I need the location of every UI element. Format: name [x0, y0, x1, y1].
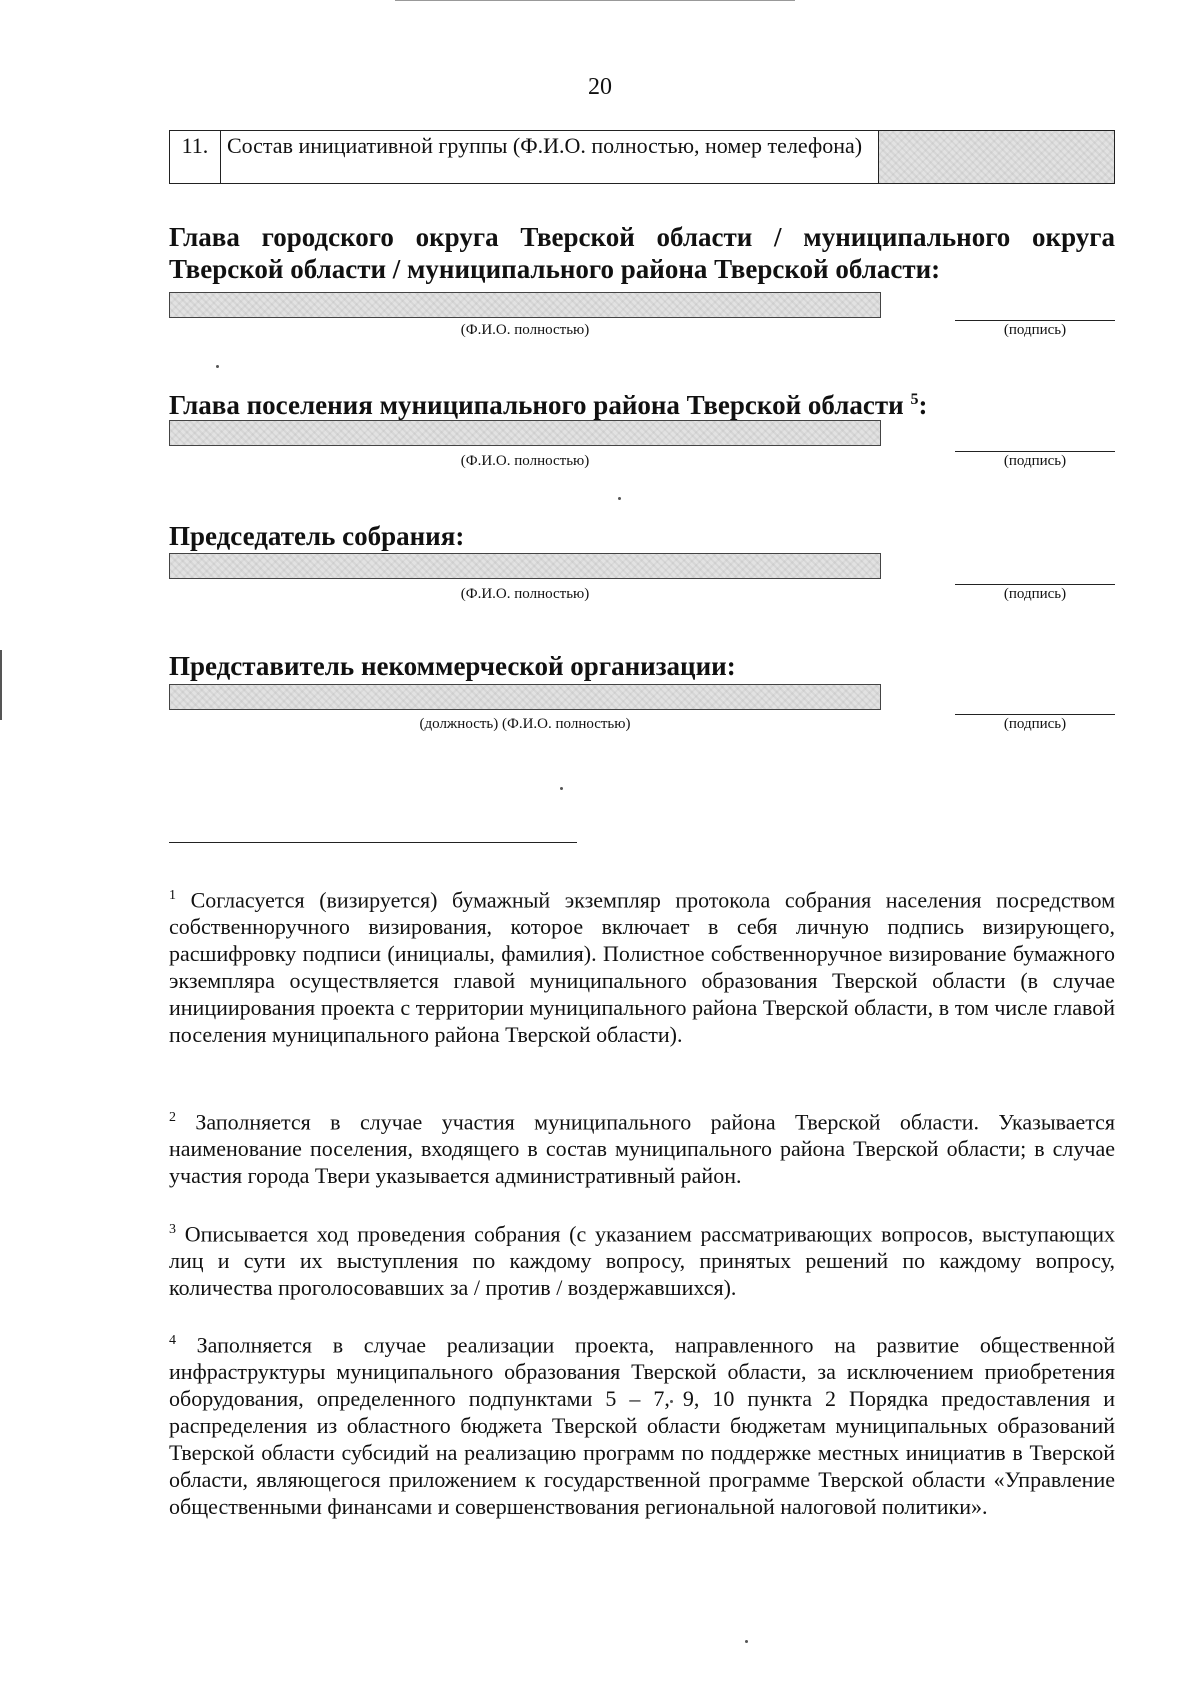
signature-caption: (подпись): [1003, 453, 1067, 469]
section-heading-chairman: Председатель собрания:: [169, 521, 465, 551]
scan-speck: [618, 497, 621, 500]
head-of-settlement-name-field[interactable]: [169, 420, 881, 446]
signature-caption: (подпись): [1003, 586, 1067, 602]
form-table: [169, 130, 1115, 184]
signature-line[interactable]: [955, 714, 1115, 715]
signature-caption: (подпись): [1003, 716, 1067, 732]
scan-speck: [560, 787, 563, 790]
signature-line[interactable]: [955, 584, 1115, 585]
section-heading-head-of-settlement: Глава поселения муниципального района Тверской области $^5$:: [169, 390, 928, 420]
footnote-3: $^3$ Описывается ход проведения собрания (с указанием рассматривающих вопросов, выступающих лиц и сути их выступления по каждому вопросу, принятых решений по каждому вопросу, количества проголосовавших за / против / воздержавшихся).: [169, 1221, 1115, 1301]
section-heading-head-of-district: Глава городского округа Тверской области / муниципального округа Тверской области / муниципального района Тверской области:: [169, 222, 1115, 284]
footnote-ref: 5: [910, 391, 919, 408]
footnote-mark: 1: [169, 888, 176, 903]
scan-speck: [216, 365, 219, 368]
section-heading-ngo-representative: Представитель некоммерческой организации:: [169, 651, 736, 681]
footnote-mark: 3: [169, 1222, 176, 1237]
signature-line[interactable]: [955, 320, 1115, 321]
field-caption: (Ф.И.О. полностью): [460, 322, 590, 338]
head-of-district-name-field[interactable]: [169, 292, 881, 318]
footnote-separator: [169, 842, 577, 843]
chairman-name-field[interactable]: [169, 553, 881, 579]
table-row: [170, 131, 1115, 184]
page-number: 20: [588, 74, 612, 100]
signature-line[interactable]: [955, 451, 1115, 452]
field-caption: (Ф.И.О. полностью): [460, 586, 590, 602]
footnote-4: $^4$ Заполняется в случае реализации проекта, направленного на развитие общественной инфраструктуры муниципального образования Тверской области, за исключением приобретения оборудования, определенного подпунктами 5 – 7, 9, 10 пункта 2 Порядка предоставления и распределения из областного бюджета Тверской области бюджетам муниципальных образований Тверской области субсидий на реализацию программ по поддержке местных инициатив в Тверской области, являющегося приложением к государственной программе Тверской области «Управление общественными финансами и совершенствования региональной налоговой политики».: [169, 1332, 1115, 1520]
field-caption: (Ф.И.О. полностью): [460, 453, 590, 469]
row-number: 11.: [170, 131, 221, 184]
field-caption: (должность) (Ф.И.О. полностью): [419, 716, 631, 732]
footnote-1: $^1$ Согласуется (визируется) бумажный экземпляр протокола собрания населения посредством собственноручного визирования, которое включает в себя личную подпись визирующего, расшифровку подписи (инициалы, фамилия). Полистное собственноручное визирование бумажного экземпляра осуществляется главой муниципального образования Тверской области (в случае инициирования проекта с территории муниципального района Тверской области, в том числе главой поселения муниципального района Тверской области).: [169, 887, 1115, 1048]
ngo-representative-name-field[interactable]: [169, 684, 881, 710]
signature-caption: (подпись): [1003, 322, 1067, 338]
scan-speck: [745, 1640, 748, 1643]
footnote-mark: 4: [169, 1333, 176, 1348]
scan-top-mark: [395, 0, 795, 1]
footnote-mark: 2: [169, 1110, 176, 1125]
initiative-group-field[interactable]: [879, 131, 1115, 184]
scan-edge-mark: [0, 650, 2, 720]
row-label: Состав инициативной группы (Ф.И.О. полностью, номер телефона): [220, 131, 878, 184]
footnote-2: $^2$ Заполняется в случае участия муниципального района Тверской области. Указывается наименование поселения, входящего в состав муниципального района Тверской области; в случае участия города Твери указывается административный район.: [169, 1109, 1115, 1189]
